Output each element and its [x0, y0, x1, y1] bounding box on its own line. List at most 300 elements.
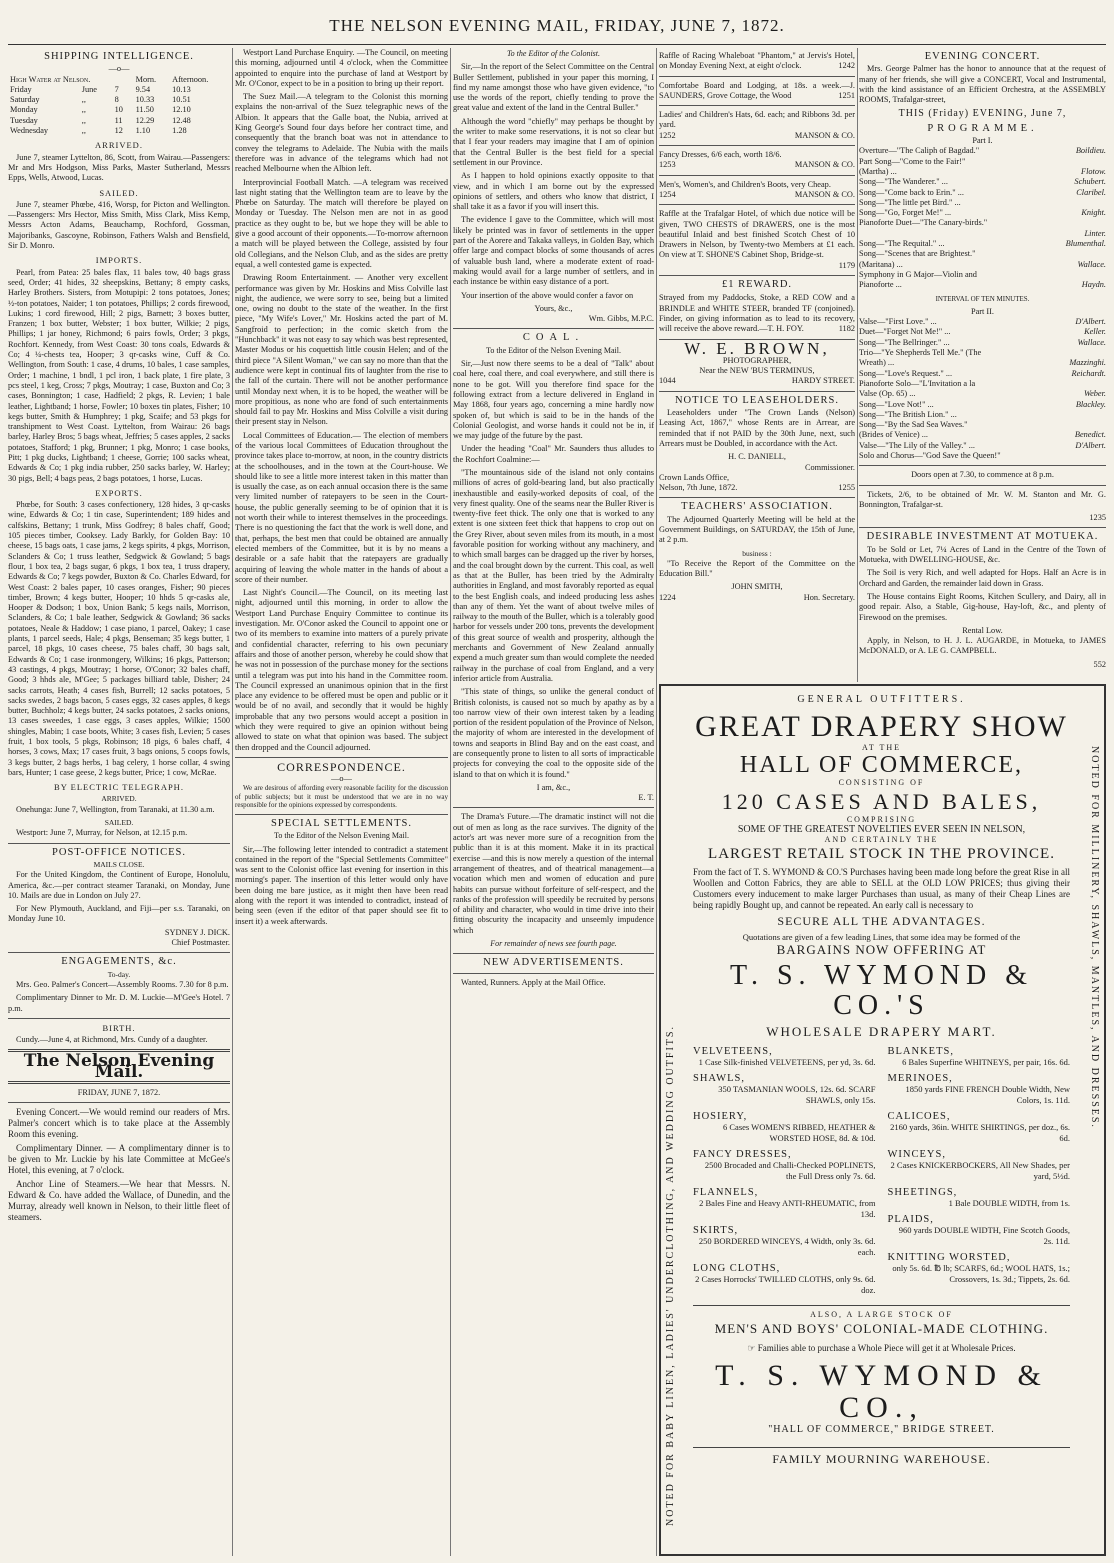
wanted-ad: Wanted, Runners. Apply at the Mail Office. — [461, 977, 606, 987]
goods-item — [693, 1225, 876, 1258]
doors-note: Doors open at 7.30, to commence at 8 p.m. — [911, 470, 1054, 480]
engagement-item: Mrs. Geo. Palmer's Concert—Assembly Rooms. 7.30 for 8 p.m. — [16, 979, 229, 989]
ad-number: 1251 — [838, 90, 855, 100]
mails-notice: For New Plymouth, Auckland, and Fiji—per s.s. Taranaki, on Monday June 10. — [8, 904, 230, 924]
teachers-text: The Adjourned Quarterly Meeting will be held at the Government Buildings, on SATURDAY, the 15th of June, at 2 p.m. — [659, 514, 855, 545]
tide-cell: ,, — [81, 95, 86, 105]
concert-intro: Mrs. George Palmer has the honor to announce that at the request of many of her friends, she will give a CONCERT, Vocal and Instrumental, with the kind assistance of an Efficient Orchestra, at the ASSEMBLY ROOMS, Trafalgar-street, — [859, 64, 1106, 105]
suez-mail: The Suez Mail.—A telegram to the Colonist this morning explains the non-arrival of the Suez telegraphic news of the Albion. It appears that the Galle boat, the Nubia, arrived at King George's Sound four days before her contract time, and consequently that the branch boat was not in attendance to convey the telegrams to Adelaide. The Nubia with the mails therefore was in advance of the telegrams which had not reached Melbourne when the Albion left. — [235, 92, 448, 174]
photographer-address: Near the NEW 'BUS TERMINUS, — [699, 366, 815, 376]
dinner-note: Complimentary Dinner. — A complimentary dinner is to be given to Mr. Luckie by his late Committee at McGee's Hotel, this evening, at 7 o'clock. — [8, 1143, 230, 1176]
goods-item — [693, 1149, 876, 1182]
letter-signature: Wm. Gibbs, M.P.C. — [588, 314, 654, 324]
programme-piece: (Brides of Venice) ... — [859, 430, 928, 440]
column-1 — [8, 48, 230, 1556]
goods-item — [888, 1046, 1071, 1068]
programme-item — [859, 188, 1106, 198]
special-settlements-heading: SPECIAL SETTLEMENTS. — [271, 817, 412, 829]
tide-header: Morn. — [135, 74, 157, 84]
goods-name: HOSIERY, — [693, 1111, 748, 1122]
rental-note: Rental Low. — [962, 625, 1003, 635]
ad-firm: MANSON & CO. — [794, 160, 855, 170]
ad-number: 1242 — [838, 61, 855, 71]
programme-item — [859, 218, 1106, 228]
programme-item — [859, 177, 1106, 187]
goods-name: BLANKETS, — [887, 1046, 954, 1057]
ad-text: Raffle at the Trafalgar Hotel, of which due notice will be given, TWO CHESTS of DRAWERS, one is the most beautiful Inlaid and best finished Scotch Chest of 10 Drawers in Nelson, by Twenty-two Members at £1 each. On view at T. SHONE'S Cabinet Shop, Bridge-st. — [659, 209, 855, 260]
programme-piece: Song—"Love Not!" ... — [859, 399, 934, 409]
column-5 — [859, 48, 1106, 680]
tide-cell: June — [81, 84, 97, 94]
programme-piece: Pianoforte Duet—"The Canary-birds." — [859, 218, 988, 228]
coal-paragraph: Under the heading "Coal" Mr. Saunders thus alludes to the Rochfort Coalmine:— — [453, 444, 654, 464]
programme-piece: Valse—"The Lily of the Valley." ... — [859, 440, 975, 450]
mails-notice: For the United Kingdom, the Continent of Europe, Honolulu, America, &c.—per contract steamer Taranaki, on Monday, June 10. Mails are due in London on July 27. — [8, 870, 230, 900]
goods-item — [888, 1073, 1071, 1106]
programme-item — [859, 420, 1106, 430]
goods-column-left — [693, 1046, 876, 1301]
tide-cell: 12.29 — [135, 115, 155, 125]
coal-signature: E. T. — [638, 793, 654, 803]
programme-piece: Pianoforte ... — [859, 280, 902, 290]
tide-cell: ,, — [81, 105, 86, 115]
programme-item — [859, 249, 1106, 259]
teachers-title-line — [659, 593, 855, 603]
programme-item — [859, 208, 1106, 218]
tide-cell: 1.10 — [135, 126, 151, 136]
letter-paragraph: As I happen to hold opinions exactly opposite to that view, and in which I am borne out by the expressed opinions of settlers, and others who know that district, I shall take it as a favor if you will insert this. — [453, 171, 654, 212]
photographer-name: W. E. BROWN, — [684, 338, 830, 358]
pointing-hand-icon: ☞ — [747, 1343, 758, 1353]
tide-cell: 11.50 — [135, 105, 154, 115]
leaseholders-date-line — [659, 483, 855, 493]
concert-note: Evening Concert.—We would remind our readers of Mrs. Palmer's concert which is to take place at the Assembly Room this evening. — [8, 1107, 230, 1140]
divider — [659, 204, 855, 205]
part-one-heading: Part I. — [972, 136, 993, 146]
programme-piece: Wreath) ... — [859, 358, 895, 368]
divider — [235, 814, 448, 815]
programme-composer: Wallace. — [1077, 259, 1106, 269]
drapery-advert — [659, 684, 1106, 1556]
goods-name: VELVETEENS, — [693, 1046, 773, 1057]
engagements-heading: ENGAGEMENTS, &c. — [61, 956, 177, 968]
tide-row — [8, 126, 230, 136]
programme-composer: Wallace. — [1077, 337, 1106, 347]
tide-cell: 10 — [114, 105, 123, 115]
correspondence-heading: CORRESPONDENCE. — [277, 759, 406, 774]
programme-composer: Schubert. — [1074, 177, 1106, 187]
goods-item — [888, 1252, 1071, 1285]
advert-body — [693, 692, 1070, 1467]
goods-detail: 1 Bale DOUBLE WIDTH, from 1s. — [948, 1198, 1070, 1208]
leaseholders-sign: H. C. DANIELL, — [728, 452, 786, 462]
ad-text: Strayed from my Paddocks, Stoke, a RED COW and a BRINDLE and WHITE STEER, branded TF (conjoined). Finder, on giving information as to lead to its recovery, will receive the above reward.—T. H. FOY. — [659, 293, 855, 334]
programme-composer: Benedict. — [1074, 430, 1106, 440]
tel-arrived-text: Onehunga: June 7, Wellington, from Taranaki, at 11.30 a.m. — [16, 804, 215, 814]
ad-firm: MANSON & CO. — [794, 189, 855, 199]
programme-piece: Song—"Love's Request." ... — [859, 368, 953, 378]
programme-piece: (Maritana) ... — [859, 259, 903, 269]
tide-cell: 10.33 — [135, 95, 155, 105]
programme-item — [859, 167, 1106, 177]
westport-enquiry: Westport Land Purchase Enquiry. —The Council, on meeting this morning, adjourned until 4 o'clock, when the Committee appointed to enquire into the purchase of land at Westport by Mr. O'Conor, expect to be in a position to bring up their report. — [235, 48, 448, 88]
programme-item — [859, 348, 1106, 358]
goods-detail: 2 Cases KNICKERBOCKERS, All New Shades, per yard, 5½d. — [890, 1160, 1070, 1181]
investment-text: The Soil is very Rich, and well adapted for Hops. Half an Acre is in Orchard and Garden, the remainder laid down in Grass. — [859, 568, 1106, 588]
goods-item — [888, 1149, 1071, 1182]
football-match: Interprovincial Football Match. —A telegram was received last night stating that the Wellington team are to leave by the Phœbe on Saturday. The match will therefore be played on Monday or Tuesday. The Nelson men are not in as good practice as they ought to be, but we hope they will be able to give a good account of their opponents.—To-morrow afternoon a match will be played between the College, assisted by four old Collegians, and the Nelson Club, and as the sides are pretty equal, a well contested game is expected. — [235, 177, 448, 269]
goods-name: KNITTING WORSTED, — [887, 1252, 1011, 1263]
advert-small-line: CONSISTING OF — [838, 778, 925, 787]
ad-number: 1179 — [838, 260, 855, 270]
ornament: —o— — [108, 64, 130, 74]
programme-piece: Valse (Op. 65) ... — [859, 389, 916, 399]
engagement-item: Complimentary Dinner to Mr. D. M. Luckie—M'Gee's Hotel. 7 p.m. — [8, 993, 230, 1013]
programme-item — [859, 327, 1106, 337]
leaseholders-text: Leaseholders under "The Crown Lands (Nelson) Leasing Act, 1867," whose Rents are in Arrear, are reminded that if not PAID by the 30th June, next, such Arrears must be Doubled, in accordance with the Act. — [659, 408, 855, 448]
programme-composer: D'Albert. — [1075, 317, 1106, 327]
goods-detail: 2500 Brocaded and Challi-Checked POPLINETS, the Full Dress only 7s. 6d. — [704, 1160, 876, 1181]
goods-detail: 1 Case Silk-finished VELVETEENS, per yd, 3s. 6d. — [698, 1057, 876, 1067]
dresses-ad — [659, 150, 855, 171]
programme-piece: Song—"The Bellringer." ... — [859, 337, 950, 347]
business-heading: business : — [742, 548, 772, 558]
ad-number: 1182 — [838, 324, 855, 334]
programme-part-two — [859, 317, 1106, 461]
tide-cell: ,, — [81, 126, 86, 136]
letter-paragraph: Your insertion of the above would confer a favor on — [461, 290, 634, 300]
programme-composer: Weber. — [1083, 389, 1106, 399]
correspondence-disclaimer: We are desirous of affording every reasonable facility for the discussion of public subjects; but it must be understood that we are in no way responsible for the opinions expressed by correspondents. — [235, 784, 448, 810]
investment-apply: Apply, in Nelson, to H. J. L. AUGARDE, in Motueka, to JAMES McDONALD, or A. LE G. CAMPBELL. — [859, 636, 1106, 656]
programme-composer: Blumenthal. — [1065, 239, 1106, 249]
letter-paragraph: The evidence I gave to the Committee, which will most likely be printed was in favor of settlements in the upper part of the Aorere and Takaka valleys, in Golden Bay, which offer large and compact blocks of some thousands of acres of valuable bush land, where a moderate extent of road-making would avail for a large number of settlers, and in each instance be within easy distance of a port. — [453, 215, 654, 287]
drama-future: The Drama's Future.—The dramatic instinct will not die out of men as long as the race survives. The dignity of the actor's art was never more sure of a recognition from the public than it is at this moment. Make it in its practical exercise —and this is now merely a question of the internal arrangement of theatres, and of theatrical management—a vocation which men and women of education and pure habits can pursue without forfeiture of self-respect, and the ranks of the profession will speedily be recruited by persons of ability and character, who would in time drive into their fitting obscurity the incapacity and unseemly impudence which — [453, 812, 654, 935]
column-divider — [857, 48, 858, 682]
tide-cell: Monday — [10, 105, 38, 115]
tickets-note: Tickets, 2/6, to be obtained of Mr. W. M. Stanton and Mr. G. Bonnington, Trafalgar-st. — [859, 489, 1106, 509]
column-3 — [453, 48, 654, 1556]
masthead-rule — [8, 44, 1106, 45]
column-2 — [235, 48, 448, 1556]
goods-name: SHEETINGS, — [887, 1187, 958, 1198]
lodging-ad — [659, 81, 855, 102]
clothing-line: MEN'S AND BOYS' COLONIAL-MADE CLOTHING. — [714, 1321, 1049, 1336]
ad-text: Ladies' and Children's Hats, 6d. each; and Ribbons 3d. per yard. — [659, 110, 855, 130]
letter-paragraph: Although the word "chiefly" may perhaps be thought by the writer to make some reservations, it is not so clear but that I fear your readers may imagine that I am of opinion that the Central Buller is the best field for a special settlement in our Province. — [453, 116, 654, 167]
interval-note: INTERVAL OF TEN MINUTES. — [935, 294, 1030, 303]
programme-piece: Song—"Come back to Erin." ... — [859, 187, 964, 197]
programme-item — [859, 369, 1106, 379]
sailed-heading: SAILED. — [99, 187, 139, 198]
boots-ad — [659, 180, 855, 201]
ad-number: 1253 — [659, 160, 676, 170]
coal-heading: COAL. — [522, 332, 585, 344]
coal-paragraph: "The mountainous side of the island not only contains millions of acres of gold-bearing land, but also practically inexhaustible and easily-worked deposits of coal, of the very finest quality. One of the seams near the Buller River is twenty-five feet thick. The only one that is worked to any extent is one sixteen feet thick that happens to crop out on the Grey River, about seven miles from its mouth, in a most favorable position for working without any machinery, and to which small barges can be dragged up the river by horses, and the coal brought down by the current. This coal, as well as that at the Buller, has been tried by the Admiralty authorities in England, and most favorably reported as equal to the best English coals, and indeed producing less ashes than any of them. Yet the want of about twelve miles of railway to the mouth of the Buller, which is a tolerably good harbor for vessels under 200 tons, prevents the development of this great source of wealth and prosperity, although the merchants and Government of New Zealand annually expend a much greater sum than would complete the needed railway in the purchase of coal from England, and a very inferior article from Australia. — [453, 467, 654, 683]
divider — [8, 1102, 230, 1103]
programme-piece: Trio—"Ye Shepherds Tell Me." (The — [859, 348, 982, 358]
teachers-sign: JOHN SMITH, — [731, 582, 783, 592]
goods-detail: 350 TASMANIAN WOOLS, 12s. 6d. SCARF SHAWLS, only 15s. — [718, 1084, 876, 1105]
column-4 — [659, 48, 855, 680]
date-line: FRIDAY, JUNE 7, 1872. — [77, 1088, 161, 1098]
imports-heading: IMPORTS. — [95, 255, 143, 266]
today-heading: To-day. — [107, 969, 131, 979]
secure-advantages: SECURE ALL THE ADVANTAGES. — [777, 914, 986, 928]
ad-firm: MANSON & CO. — [794, 130, 855, 140]
tide-cell: 10.13 — [172, 84, 191, 94]
advert-small-line: COMPRISING — [846, 815, 917, 824]
programme-piece: Song—"The Wanderer." ... — [859, 177, 948, 187]
divider — [8, 952, 230, 953]
goods-name: CALICOES, — [887, 1111, 951, 1122]
programme-item — [859, 229, 1106, 239]
coal-valediction: I am, &c., — [536, 782, 571, 792]
goods-item — [693, 1046, 876, 1068]
programme-composer: Keller. — [1084, 327, 1106, 337]
programme-item — [859, 338, 1106, 348]
firm-name: T. S. WYMOND & CO.'S — [729, 960, 1034, 1021]
programme-piece: Song—"By the Sad Sea Waves." — [859, 420, 968, 430]
coal-paragraph: "This state of things, so unlike the general conduct of British colonists, is caused not so much by apathy as by a too narrow view of their own interest taken by a leading portion of the resident population of the Province of Nelson, the majority of whom are interested in the development of towns and seaports in Blind Bay and on the east coast, and are consequently prone to listen to all sorts of impracticable projects for conveying the coal to the opposite side of the island to that on which it is found." — [453, 687, 654, 779]
hall-of-commerce: HALL OF COMMERCE, — [739, 752, 1024, 778]
programme-item — [859, 410, 1106, 420]
ad-number: 1224 — [659, 592, 676, 602]
programme-item — [859, 400, 1106, 410]
ad-text: Fancy Dresses, 6/6 each, worth 18/6. — [659, 150, 782, 160]
tide-cell: 10.51 — [172, 95, 191, 105]
exports-heading: EXPORTS. — [95, 487, 143, 498]
column-divider — [656, 48, 657, 1556]
programme-composer: Haydn. — [1081, 280, 1106, 290]
divider — [659, 105, 855, 106]
cases-and-bales: 120 CASES AND BALES, — [721, 789, 1042, 814]
arrived-text: June 7, steamer Lyttelton, 86, Scott, from Wairau.—Passengers: Mr and Mrs Hodgson, Miss Parks, Master Sutherland, Messrs Epps, Wells, Atwood, Lucas. — [8, 152, 230, 183]
ad-number: 1252 — [659, 130, 676, 140]
divider — [453, 328, 654, 329]
telegraph-heading: BY ELECTRIC TELEGRAPH. — [54, 782, 184, 793]
tide-row — [8, 95, 230, 105]
programme-piece: Song—"The little pet Bird." ... — [859, 197, 961, 207]
divider — [859, 527, 1106, 528]
programme-piece: Song—"Scenes that are Brightest." — [859, 249, 976, 259]
programme-composer: Blackley. — [1075, 399, 1106, 409]
goods-detail: 6 Bales Superfine WHITNEYS, per pair, 16s. 6d. — [902, 1057, 1070, 1067]
firm-name-footer: T. S. WYMOND & CO., — [715, 1359, 1048, 1424]
column-divider — [232, 48, 233, 1556]
goods-item — [888, 1187, 1071, 1209]
shipping-heading: SHIPPING INTELLIGENCE. — [44, 51, 194, 62]
coal-addressee: To the Editor of the Nelson Evening Mail. — [486, 345, 621, 355]
quotations-line: Quotations are given of a few leading Lines, that some idea may be formed of the — [742, 932, 1021, 942]
continued-note: For remainder of news see fourth page. — [490, 939, 617, 949]
tide-cell: 12.10 — [172, 105, 191, 115]
divider — [659, 275, 855, 276]
council-report: Last Night's Council.—The Council, on its meeting last night, adjourned until this morning, in order to allow the Westport Land Purchase Enquiry Committee to continue its investigation. Mr. O'Conor asked the Council to appoint one or two of its members to examine into matters of a purely private and confidential character, referring to his own pecuniary affairs and those of another person, whereby he could show that he was not in possession of the purchase money for the sections until a telegram was put into his hand in the Committee room. The Council expressed an unanimous opinion that in the first place any evidence to be offered must be open and public or it would be of no avail, and secondly that it would be highly improbable that any two persons would accept a position in which they were required to give an opinion without being allowed to state on what that opinion was based. The subject then dropped and the Council adjourned. — [235, 588, 448, 752]
programme-composer: Linter. — [1084, 228, 1106, 238]
ad-text: Men's, Women's, and Children's Boots, very Cheap. — [659, 179, 831, 189]
programme-item — [859, 317, 1106, 327]
programme-piece: Valse—"First Love." ... — [859, 317, 937, 327]
outfitters-heading: GENERAL OUTFITTERS. — [797, 694, 966, 705]
divider — [8, 1018, 230, 1019]
advert-body-text: From the fact of T. S. WYMOND & CO.'S Purchases having been made long before the great Rise in all Woollen and Cotton Fabrics, they are able to SELL at the OLD LOW PRICES; thus giving their Customers every inducement to make larger Purchases than usual, as many of their Cheap Lines are being rapidly Bought up, and cannot be repeated. An early call is necessary to — [693, 867, 1070, 910]
divider — [453, 973, 654, 974]
left-vertical-text: NOTED FOR BABY LINEN, LADIES' UNDERCLOTHING, AND WEDDING OUTFITS. — [665, 1025, 676, 1526]
divider — [859, 485, 1106, 486]
letter-paragraph: Sir,—In the report of the Select Committee on the Central Buller Settlement, published in your paper this morning, I find my name amongst those who have given evidence, "to use the words of the report, chiefly tending to prove the great value and extent of the land in the Central Buller." — [453, 62, 654, 113]
tide-cell: 7 — [114, 84, 119, 94]
reward-heading: £1 REWARD. — [721, 279, 793, 291]
families-text: Families able to purchase a Whole Piece will get it at Wholesale Prices. — [757, 1343, 1016, 1353]
special-settlements-letter: Sir,—The following letter intended to contradict a statement contained in the report of the "Special Settlements Committee" was sent to the Colonist office last evening for insertion in this morning's paper. The insertion of this letter would only have been doing me bare justice, as it might then have been read along with the report it was intended to contradict, instead of being seen (even if the editor of that paper should see fit to insert it) a week afterwards. — [235, 844, 448, 926]
anchor-line-note: Anchor Line of Steamers.—We hear that Messrs. N. Edward & Co. have added the Wallace, of Dunedin, and the Murray, already well known in Nelson, to their little fleet of steamers. — [8, 1179, 230, 1223]
goods-name: FANCY DRESSES, — [693, 1149, 792, 1160]
programme-item — [859, 146, 1106, 156]
birth-notice: Cundy.—June 4, at Richmond, Mrs. Cundy of a daughter. — [16, 1035, 208, 1045]
goods-detail: 960 yards DOUBLE WIDTH, Fine Scotch Goods, 2s. 11d. — [898, 1225, 1070, 1246]
goods-name: MERINOES, — [887, 1073, 953, 1084]
teachers-heading: TEACHERS' ASSOCIATION. — [681, 501, 833, 513]
programme-item — [859, 430, 1106, 440]
ad-number: 1255 — [838, 483, 855, 493]
tide-cell: Saturday — [10, 95, 40, 105]
education-committees: Local Committees of Education.— The election of members of the various local Committees of Education throughout the province takes place to-morrow, at noon, in the country districts at the schoolhouses, and in the town at the Court-house. We should like to see a little more interest taken in this matter than is usually the case, as on each annual occasion there is the same very limited number of ratepayers to be seen in the Court-house, the public generally seeming to be of opinion that it is not worth their while to interest themselves in the proceedings. There is no questioning the fact that the work is well done, and that, perhaps, the best men that could be obtained are annually elected members of the Committee, but it is by no means a desirable or a safe habit that the ratepayers are gradually acquiring of leaving the whole matter in the hands of about a score of their number. — [235, 430, 448, 584]
concert-date: THIS (Friday) EVENING, June 7, — [898, 108, 1067, 120]
investment-heading: DESIRABLE INVESTMENT AT MOTUEKA. — [866, 531, 1099, 543]
divider — [659, 175, 855, 176]
whaleboat-ad — [659, 51, 855, 72]
page-masthead: THE NELSON EVENING MAIL, FRIDAY, JUNE 7, 1872. — [329, 16, 785, 35]
goods-name: FLANNELS, — [693, 1187, 759, 1198]
reward-ad — [659, 293, 855, 334]
goods-detail: 250 BORDERED WINCEYS, 4 Width, only 3s. 6d. each. — [698, 1236, 876, 1257]
programme-composer: Boildieu. — [1075, 146, 1106, 156]
arrived-heading: ARRIVED. — [95, 140, 143, 151]
photographer-street: HARDY STREET. — [791, 376, 855, 386]
programme-composer: Flotow. — [1081, 166, 1106, 176]
divider — [8, 843, 230, 844]
programme-composer: Knight. — [1081, 208, 1106, 218]
leaseholders-date: Nelson, 7th June, 1872. — [659, 483, 738, 493]
business-text: "To Receive the Report of the Committee on the Education Bill." — [659, 558, 855, 579]
tide-header: Afternoon. — [172, 74, 209, 84]
goods-column-right — [888, 1046, 1071, 1301]
programme-item — [859, 198, 1106, 208]
goods-item — [888, 1111, 1071, 1144]
paper-title: The Nelson Evening Mail. — [23, 1051, 215, 1082]
tel-sailed-heading: SAILED. — [104, 818, 134, 828]
programme-item — [859, 260, 1106, 270]
mourning-warehouse: FAMILY MOURNING WAREHOUSE. — [693, 1447, 1070, 1467]
drapery-mart: WHOLESALE DRAPERY MART. — [766, 1024, 997, 1039]
goods-name: LONG CLOTHS, — [693, 1263, 781, 1274]
tide-cell: 12.48 — [172, 115, 191, 125]
tide-cell: Tuesday — [10, 115, 38, 125]
programme-piece: Part Song—"Come to the Fair!" — [859, 156, 966, 166]
divider — [659, 391, 855, 392]
drapery-show-title: GREAT DRAPERY SHOW — [695, 710, 1068, 743]
birth-heading: BIRTH. — [102, 1022, 136, 1033]
programme-item — [859, 441, 1106, 451]
column-divider — [450, 48, 451, 1556]
programme-part-one — [859, 146, 1106, 290]
programme-piece: Overture—"The Caliph of Bagdad." — [859, 146, 980, 156]
imports-text: Pearl, from Patea: 25 bales flax, 11 bales tow, 40 bags grass seed, Order; 41 hides, 32 sheepskins, Bettany; 8 empty casks, Harley Brothers. Sisters, from Motupipi: 2 tons potatoes, Jones; ½-ton potatoes, Naider; 1 ton potatoes, Phillips; 2 cords firewood, Lukins; 1 cord firewood, Hill; 2 pigs, Barnett; 3 boxes butter, Franzen; 1 box butter, Webster; 1 box butter, Wilkie; 2 pigs, Phillips; 1 jar honey, Richmond; 6 pairs fowls, Order; 3 pkgs, Rochfort. Kennedy, from West Coast: 30 tons coals, Edwards & Co; 4 ¼-chests tea, Hooper; 3 qr-casks wine, Cuff & Co. Wellington, from South: 1 case, 4 drums, 10 bales, 1 case samples, Order; 1 machine, 1 bndl, 1 pcl iron, 1 back plate, 1 fire plate, 3 pcs steel, 1 keg, Cross; 7 pkgs, Moutray; 1 case, Buxton and Co; 3 cases, Bonnington; 1 case, Hadfield; 2 pkgs, R. Levien; 1 bale leather, Lightband; 1 horse, Fowler; 10 boxes tin plates, Fisher; 10 kegs butter, Smith & Humphrey; 1 pkg, Scaife; and 53 pkgs for transhipment to West Coast. Lyttelton, from Wairau: 26 bags barley, Harley Bros; 5 bags wheat, Jeffries; 5 cases apples, 2 sacks potatoes, Stafford; 1 pkg, Brunner; 1 pkg, Monro; 1 case books, Pitt; 1 pkg ducks, Lightband; 1 cheese, Gorrie; 100 sacks wheat, Edwards & Co; 1 pkg india rubber, 250 sacks barley, W. Harley; 30 pigs, Bell; 4 bags peas, 2 bags potatoes, 1 horse, Lucas. — [8, 267, 230, 483]
drawing-room-entertainment: Drawing Room Entertainment. — Another very excellent performance was given by Mr. Hoskins and Miss Colville last night, the audience, we were sorry to see, being but a limited one, owing no doubt to the state of the weather. In the first piece, "My Wife's Lover," Mr. Hoskins acted the part of M. Sangfroid to perfection; in the comic sketch from the "Hunchback" it was not easy to say which was best represented, Master Modus or his coquettish little cousin Helen; and of the third piece "A Silent Woman," we can say no more than that the audience were kept in continual fits of laughter from the rise to the fall of the curtain. There will not be another performance until Monday next when, it is to be hoped, the weather will be more propitious, as none who are fond of such entertainments should fail to pay Mr. Hoskins and Miss Colville a visit during their present stay in Nelson. — [235, 273, 448, 427]
programme-item — [859, 389, 1106, 399]
bargains-line: BARGAINS NOW OFFERING AT — [776, 942, 987, 957]
programme-piece: Song—"Go, Forget Me!" ... — [859, 208, 952, 218]
ad-number: 1254 — [659, 189, 676, 199]
special-addressee: To the Editor of the Nelson Evening Mail. — [274, 831, 409, 841]
programme-item — [859, 379, 1106, 389]
largest-stock-line: LARGEST RETAIL STOCK IN THE PROVINCE. — [708, 846, 1055, 862]
programme-piece: Song—"The British Lion." ... — [859, 409, 957, 419]
ornament: —o— — [331, 774, 352, 784]
tide-cell: Wednesday — [10, 126, 49, 136]
photographer-title: PHOTOGRAPHER, — [722, 355, 792, 365]
tel-arrived-heading: ARRIVED. — [101, 794, 137, 804]
goods-item — [693, 1111, 876, 1144]
tide-cell: 9.54 — [135, 84, 151, 94]
programme-item — [859, 451, 1106, 461]
novelties-line: SOME OF THE GREATEST NOVELTIES EVER SEEN IN NELSON, — [737, 824, 1026, 835]
tide-cell: 11 — [114, 115, 123, 125]
ad-number: 552 — [1093, 659, 1106, 669]
tide-row — [8, 105, 230, 115]
programme-item — [859, 280, 1106, 290]
tide-header-row — [8, 75, 230, 85]
divider — [693, 1305, 1070, 1306]
programme-piece: Symphony in G Major—Violin and — [859, 269, 977, 279]
advert-small-line: AT THE — [861, 743, 902, 752]
goods-name: WINCEYS, — [887, 1149, 946, 1160]
tide-cell: 12 — [114, 126, 123, 136]
postmaster-title: Chief Postmaster. — [171, 938, 230, 948]
leaseholders-office: Crown Lands Office, — [659, 472, 730, 482]
programme-composer: Mazzinghi. — [1069, 358, 1106, 368]
programme-item — [859, 157, 1106, 167]
tide-row — [8, 116, 230, 126]
programme-piece: Solo and Chorus—"God Save the Queen!" — [859, 450, 1001, 460]
divider — [659, 145, 855, 146]
programme-heading: PROGRAMME. — [927, 122, 1038, 134]
goods-item — [693, 1263, 876, 1296]
drawers-raffle-ad — [659, 209, 855, 271]
programme-composer: Claribel. — [1076, 187, 1106, 197]
divider — [235, 757, 448, 758]
goods-list — [693, 1046, 1070, 1301]
programme-piece: Pianoforte Solo—"L'Invitation a la — [859, 378, 976, 388]
divider — [659, 76, 855, 77]
goods-detail: 2160 yards, 36in. WHITE SHIRTINGS, per doz., 6s. 6d. — [890, 1122, 1070, 1143]
goods-detail: 2 Bales Fine and Heavy ANTI-RHEUMATIC, from 13d. — [699, 1198, 876, 1219]
part-two-heading: Part II. — [970, 306, 995, 316]
post-office-heading: POST-OFFICE NOTICES. — [52, 846, 186, 858]
tide-rows — [8, 85, 230, 136]
programme-piece: Song—"The Requital." ... — [859, 239, 945, 249]
ad-text: Raffle of Racing Whaleboat "Phantom," at Jervis's Hotel, on Monday Evening Next, at eight o'clock. — [659, 51, 855, 71]
photographer-street-line — [659, 376, 855, 386]
divider — [453, 953, 654, 954]
right-vertical-text: NOTED FOR MILLINERY, SHAWLS, MANTLES, AND DRESSES. — [1089, 746, 1100, 1129]
programme-piece: (Martha) ... — [859, 166, 897, 176]
concert-heading: EVENING CONCERT. — [924, 51, 1041, 62]
teachers-title: Hon. Secretary. — [803, 592, 855, 602]
leaseholders-title: Commissioner. — [804, 462, 855, 472]
families-line — [693, 1343, 1070, 1354]
